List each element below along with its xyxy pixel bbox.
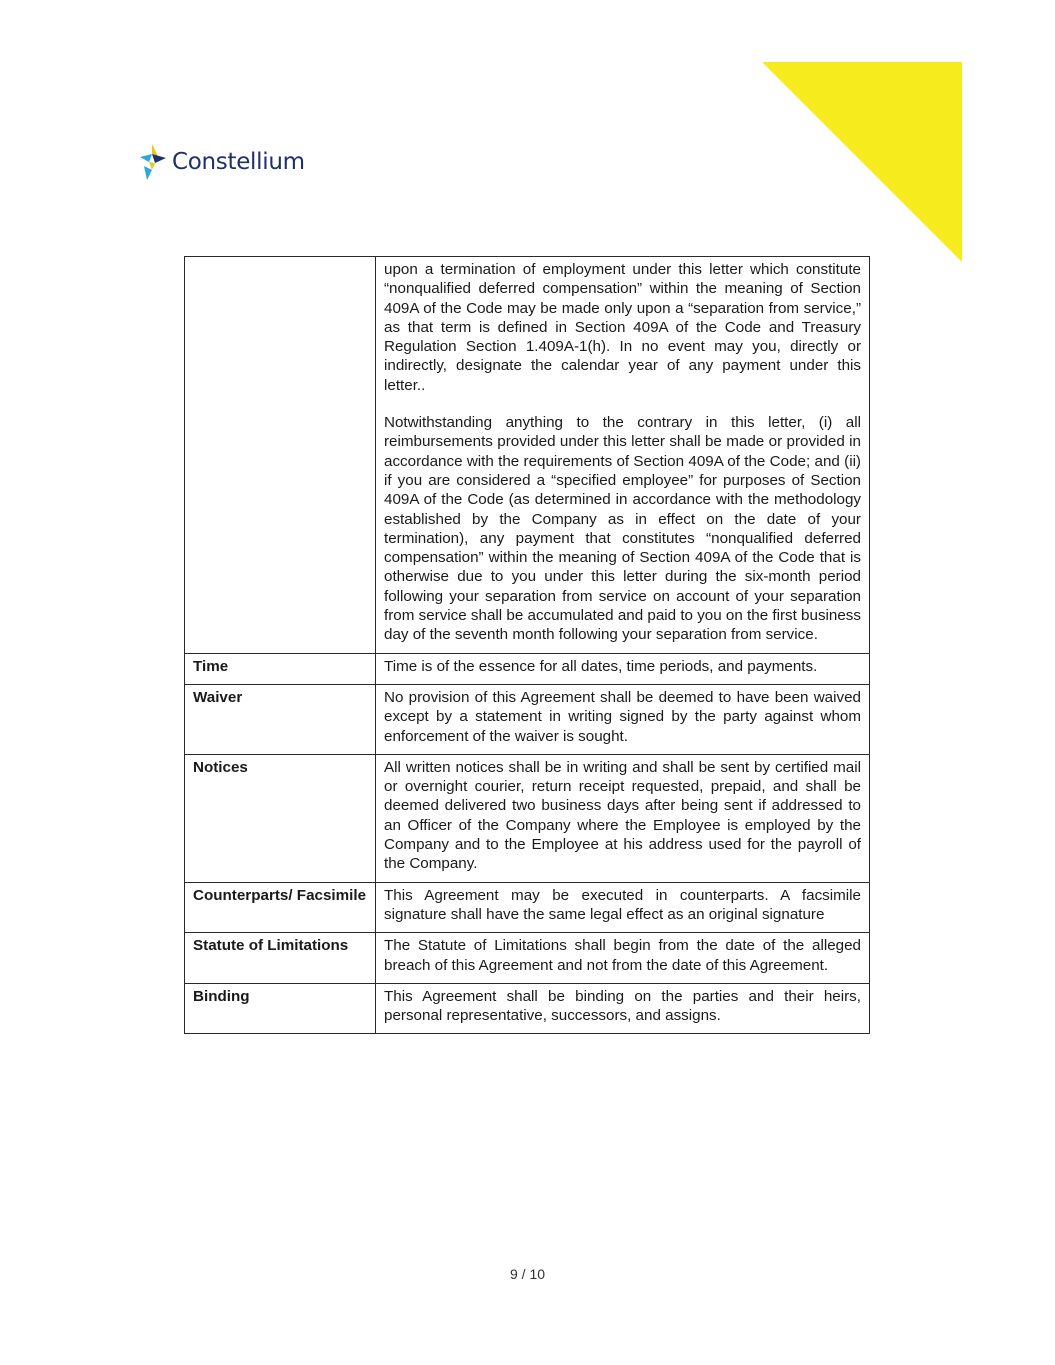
row-text: This Agreement may be executed in counterparts. A facsimile signature shall have the same legal effect as an original signature: [376, 882, 870, 933]
row-label-empty: [185, 257, 376, 654]
page-number: 9 / 10: [509, 1266, 546, 1282]
table-row: [185, 653, 870, 684]
row-label: Notices: [185, 754, 376, 882]
table-row: [185, 257, 870, 654]
table-row: [185, 983, 870, 1034]
row-label: Time: [185, 653, 376, 684]
constellium-star-icon: [138, 142, 168, 182]
table-row: [185, 754, 870, 882]
table-row: [185, 882, 870, 933]
row-text: Time is of the essence for all dates, time periods, and payments.: [376, 653, 870, 684]
row-label: Waiver: [185, 684, 376, 754]
yellow-corner-triangle: [762, 62, 962, 262]
company-name: Constellium: [172, 149, 305, 175]
row-label: Binding: [185, 983, 376, 1034]
row-label: Statute of Limitations: [185, 933, 376, 984]
row-text: This Agreement shall be binding on the parties and their heirs, personal representative, successors, and assigns.: [376, 983, 870, 1034]
continuation-paragraph: Notwithstanding anything to the contrary in this letter, (i) all reimbursements provided under this letter shall be made or provided in accordance with the requirements of Section 409A of the Code; and (ii) if you are considered a “specified employee” for purposes of Section 409A of the Code (as determined in accordance with the methodology established by the Company as in effect on the date of your termination), any payment that constitutes “nonqualified deferred compensation” within the meaning of Section 409A of the Code that is otherwise due to you under this letter during the six-month period following your separation from service on account of your separation from service shall be accumulated and paid to you on the first business day of the seventh month following your separation from service.: [384, 414, 861, 644]
row-label: Counterparts/ Facsimile: [185, 882, 376, 933]
agreement-terms-table: [184, 256, 870, 1034]
row-text: All written notices shall be in writing and shall be sent by certified mail or overnight courier, return receipt requested, prepaid, and shall be deemed delivered two business days after being sent if addressed to an Officer of the Company where the Employee is employed by the Company and to the Employee at his address used for the payroll of the Company.: [376, 754, 870, 882]
company-logo: [138, 142, 305, 182]
row-text: [376, 257, 870, 654]
table-row: [185, 933, 870, 984]
continuation-paragraph: upon a termination of employment under this letter which constitute “nonqualified deferred compensation” within the meaning of Section 409A of the Code may be made only upon a “separation from service,” as that term is defined in Section 409A of the Code and Treasury Regulation Section 1.409A-1(h). In no event may you, directly or indirectly, designate the calendar year of any payment under this letter..: [384, 261, 861, 394]
row-text: No provision of this Agreement shall be deemed to have been waived except by a statement in writing signed by the party against whom enforcement of the waiver is sought.: [376, 684, 870, 754]
row-text: The Statute of Limitations shall begin from the date of the alleged breach of this Agreement and not from the date of this Agreement.: [376, 933, 870, 984]
table-row: [185, 684, 870, 754]
